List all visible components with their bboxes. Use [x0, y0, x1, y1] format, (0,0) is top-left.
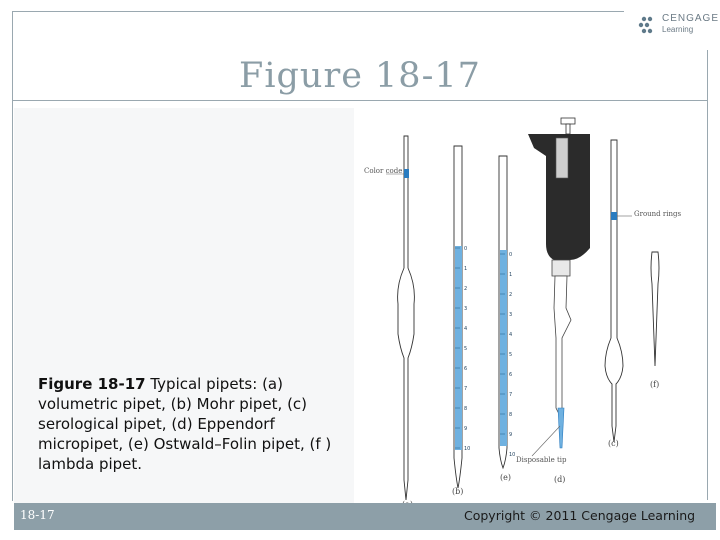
pipet-e — [499, 156, 507, 468]
scale-number: 9 — [509, 432, 513, 438]
label-color-code: Color code — [364, 167, 403, 175]
scale-number: 6 — [509, 372, 513, 378]
slide-title: Figure 18-17 — [239, 56, 481, 96]
label-f: (f) — [650, 380, 660, 389]
scale-number: 1 — [509, 272, 513, 278]
title-rule — [12, 100, 708, 101]
pipets-figure — [356, 108, 682, 512]
scale-number: 7 — [464, 386, 468, 392]
caption-bold: Figure 18-17 — [38, 375, 146, 393]
scale-number: 1 — [464, 266, 468, 272]
scale-number: 3 — [509, 312, 513, 318]
scale-number: 7 — [509, 392, 513, 398]
pipet-a — [398, 136, 415, 500]
right-rule — [707, 50, 708, 500]
scale-number: 3 — [464, 306, 468, 312]
label-b: (b) — [452, 487, 464, 496]
scale-number: 5 — [509, 352, 513, 358]
label-d: (d) — [554, 475, 566, 484]
label-disposable-tip: Disposable tip — [516, 456, 567, 464]
label-e: (e) — [500, 473, 511, 482]
scale-number: 8 — [509, 412, 513, 418]
label-c: (c) — [608, 439, 619, 448]
slide-number: 18-17 — [20, 508, 55, 522]
pipet-f — [651, 252, 659, 366]
logo-name: CENGAGE — [662, 13, 720, 24]
pipet-c — [605, 140, 623, 442]
figure-caption — [38, 374, 348, 474]
micropipet-d — [528, 118, 590, 448]
scale-number: 10 — [464, 446, 471, 452]
scale-number: 0 — [464, 246, 468, 252]
scale-number: 2 — [509, 292, 513, 298]
scale-number: 0 — [509, 252, 513, 258]
scale-number: 9 — [464, 426, 468, 432]
caption-text: Typical pipets: (a) volumetric pipet, (b) Mohr pipet, (c) serological pipet, (d) Eppendorf micropipet, (e) Ostwald–Folin pipet, (f ) lambda pipet. — [38, 375, 332, 473]
scale-number: 8 — [464, 406, 468, 412]
color-code-band — [404, 169, 409, 178]
scale-number: 10 — [509, 452, 516, 458]
scale-number: 4 — [509, 332, 513, 338]
top-rule — [12, 11, 624, 12]
logo-sub: Learning — [662, 25, 694, 34]
label-ground-rings: Ground rings — [634, 210, 682, 218]
ground-rings-band — [611, 212, 617, 220]
pipet-b — [454, 146, 462, 488]
scale-number: 5 — [464, 346, 468, 352]
copyright-text: Copyright © 2011 Cengage Learning — [464, 508, 696, 523]
scale-number: 2 — [464, 286, 468, 292]
scale-number: 6 — [464, 366, 468, 372]
scale-number: 4 — [464, 326, 468, 332]
